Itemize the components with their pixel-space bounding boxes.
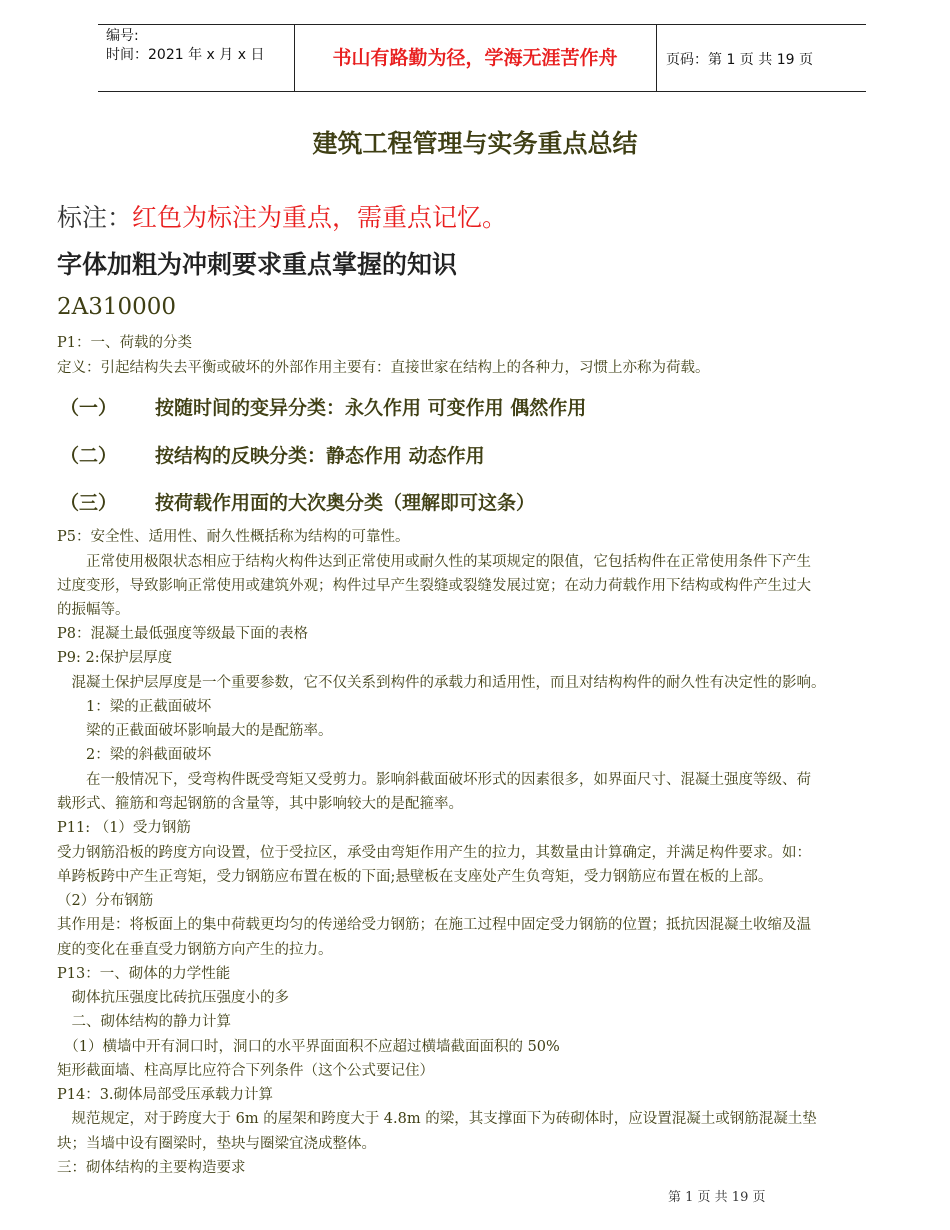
bold-note: 字体加粗为冲刺要求重点掌握的知识	[57, 250, 458, 279]
document-title: 建筑工程管理与实务重点总结	[312, 129, 638, 158]
time-label: 时间：2021 年 x 月 x 日	[106, 47, 265, 63]
paragraph-line: 2：梁的斜截面破坏	[57, 747, 212, 763]
paragraph-line: 砌体抗压强度比砖抗压强度小的多	[57, 990, 289, 1006]
paragraph-line: 三：砌体结构的主要构造要求	[57, 1160, 246, 1176]
paragraph-line: 在一般情况下，受弯构件既受弯矩又受剪力。影响斜截面破坏形式的因素很多，如界面尺寸、混凝土强度等级、荷	[57, 772, 811, 788]
paragraph-line: 正常使用极限状态相应于结构火构件达到正常使用或耐久性的某项规定的限值，它包括构件在正常使用条件下产生	[57, 554, 811, 570]
legend-prefix: 标注：	[57, 203, 133, 232]
header-divider	[656, 25, 657, 91]
page-footer: 第 1 页 共 19 页	[668, 1190, 766, 1205]
paragraph-line: 混凝土保护层厚度是一个重要参数，它不仅关系到构件的承载力和适用性，而且对结构构件的耐久性有决定性的影响。	[57, 675, 826, 691]
paragraph-line: P14：3.砌体局部受压承载力计算	[57, 1087, 274, 1103]
paragraph-line: 块；当墙中设有圈梁时，垫块与圈梁宜浇成整体。	[57, 1136, 376, 1152]
paragraph-line: （1）横墙中开有洞口时，洞口的水平界面面积不应超过横墙截面面积的 50%	[57, 1039, 560, 1055]
heading-2: （二） 按结构的反映分类：静态作用 动态作用	[60, 445, 485, 467]
paragraph-line: 二、砌体结构的静力计算	[57, 1014, 231, 1030]
paragraph-line: 1：梁的正截面破坏	[57, 699, 212, 715]
serial-label: 编号:	[106, 28, 139, 44]
paragraph-line: 定义：引起结构失去平衡或破坏的外部作用主要有：直接世家在结构上的各种力，习惯上亦称为荷载。	[57, 360, 710, 376]
header-meta	[106, 27, 292, 65]
legend-text: 红色为标注为重点，需重点记忆。	[132, 203, 508, 232]
paragraph-line: 受力钢筋沿板的跨度方向设置，位于受拉区，承受由弯矩作用产生的拉力，其数量由计算确定，并满足构件要求。如：	[57, 845, 811, 861]
paragraph-line: 载形式、箍筋和弯起钢筋的含量等，其中影响较大的是配箍率。	[57, 796, 463, 812]
paragraph-line: 梁的正截面破坏影响最大的是配筋率。	[57, 723, 333, 739]
heading-3: （三） 按荷载作用面的大次奥分类（理解即可这条）	[60, 492, 536, 514]
heading-1: （一） 按随时间的变异分类：永久作用 可变作用 偶然作用	[60, 397, 587, 419]
paragraph-line: P8：混凝土最低强度等级最下面的表格	[57, 626, 308, 642]
header-motto: 书山有路勤为径，学海无涯苦作舟	[332, 47, 618, 69]
paragraph-line: P11: （1）受力钢筋	[57, 820, 191, 836]
paragraph-line: 过度变形，导致影响正常使用或建筑外观；构件过早产生裂缝或裂缝发展过宽；在动力荷载作用下结构或构件产生过大	[57, 578, 811, 594]
paragraph-line: P9: 2:保护层厚度	[57, 650, 173, 666]
legend-note	[57, 198, 507, 234]
paragraph-line: 规范规定，对于跨度大于 6m 的屋架和跨度大于 4.8m 的梁，其支撑面下为砖砌体时，应设置混凝土或钢筋混凝土垫	[57, 1111, 817, 1127]
paragraph-line: 单跨板跨中产生正弯矩，受力钢筋应布置在板的下面;悬壁板在支座处产生负弯矩，受力钢筋应布置在板的上部。	[57, 869, 773, 885]
paragraph-line: P13：一、砌体的力学性能	[57, 966, 231, 982]
header-page: 页码：第 1 页 共 19 页	[666, 52, 813, 68]
paragraph-line: （2）分布钢筋	[57, 893, 154, 909]
paragraph-line: 其作用是：将板面上的集中荷载更均匀的传递给受力钢筋；在施工过程中固定受力钢筋的位置；抵抗因混凝土收缩及温	[57, 917, 811, 933]
page-header	[98, 24, 866, 92]
paragraph-line: 矩形截面墙、柱高厚比应符合下列条件（这个公式要记住）	[57, 1063, 434, 1079]
section-code: 2A310000	[57, 294, 177, 320]
paragraph-line: P1：一、荷载的分类	[57, 335, 192, 351]
paragraph-line: 度的变化在垂直受力钢筋方向产生的拉力。	[57, 942, 333, 958]
paragraph-line: P5：安全性、适用性、耐久性概括称为结构的可靠性。	[57, 529, 410, 545]
paragraph-line: 的振幅等。	[57, 602, 130, 618]
